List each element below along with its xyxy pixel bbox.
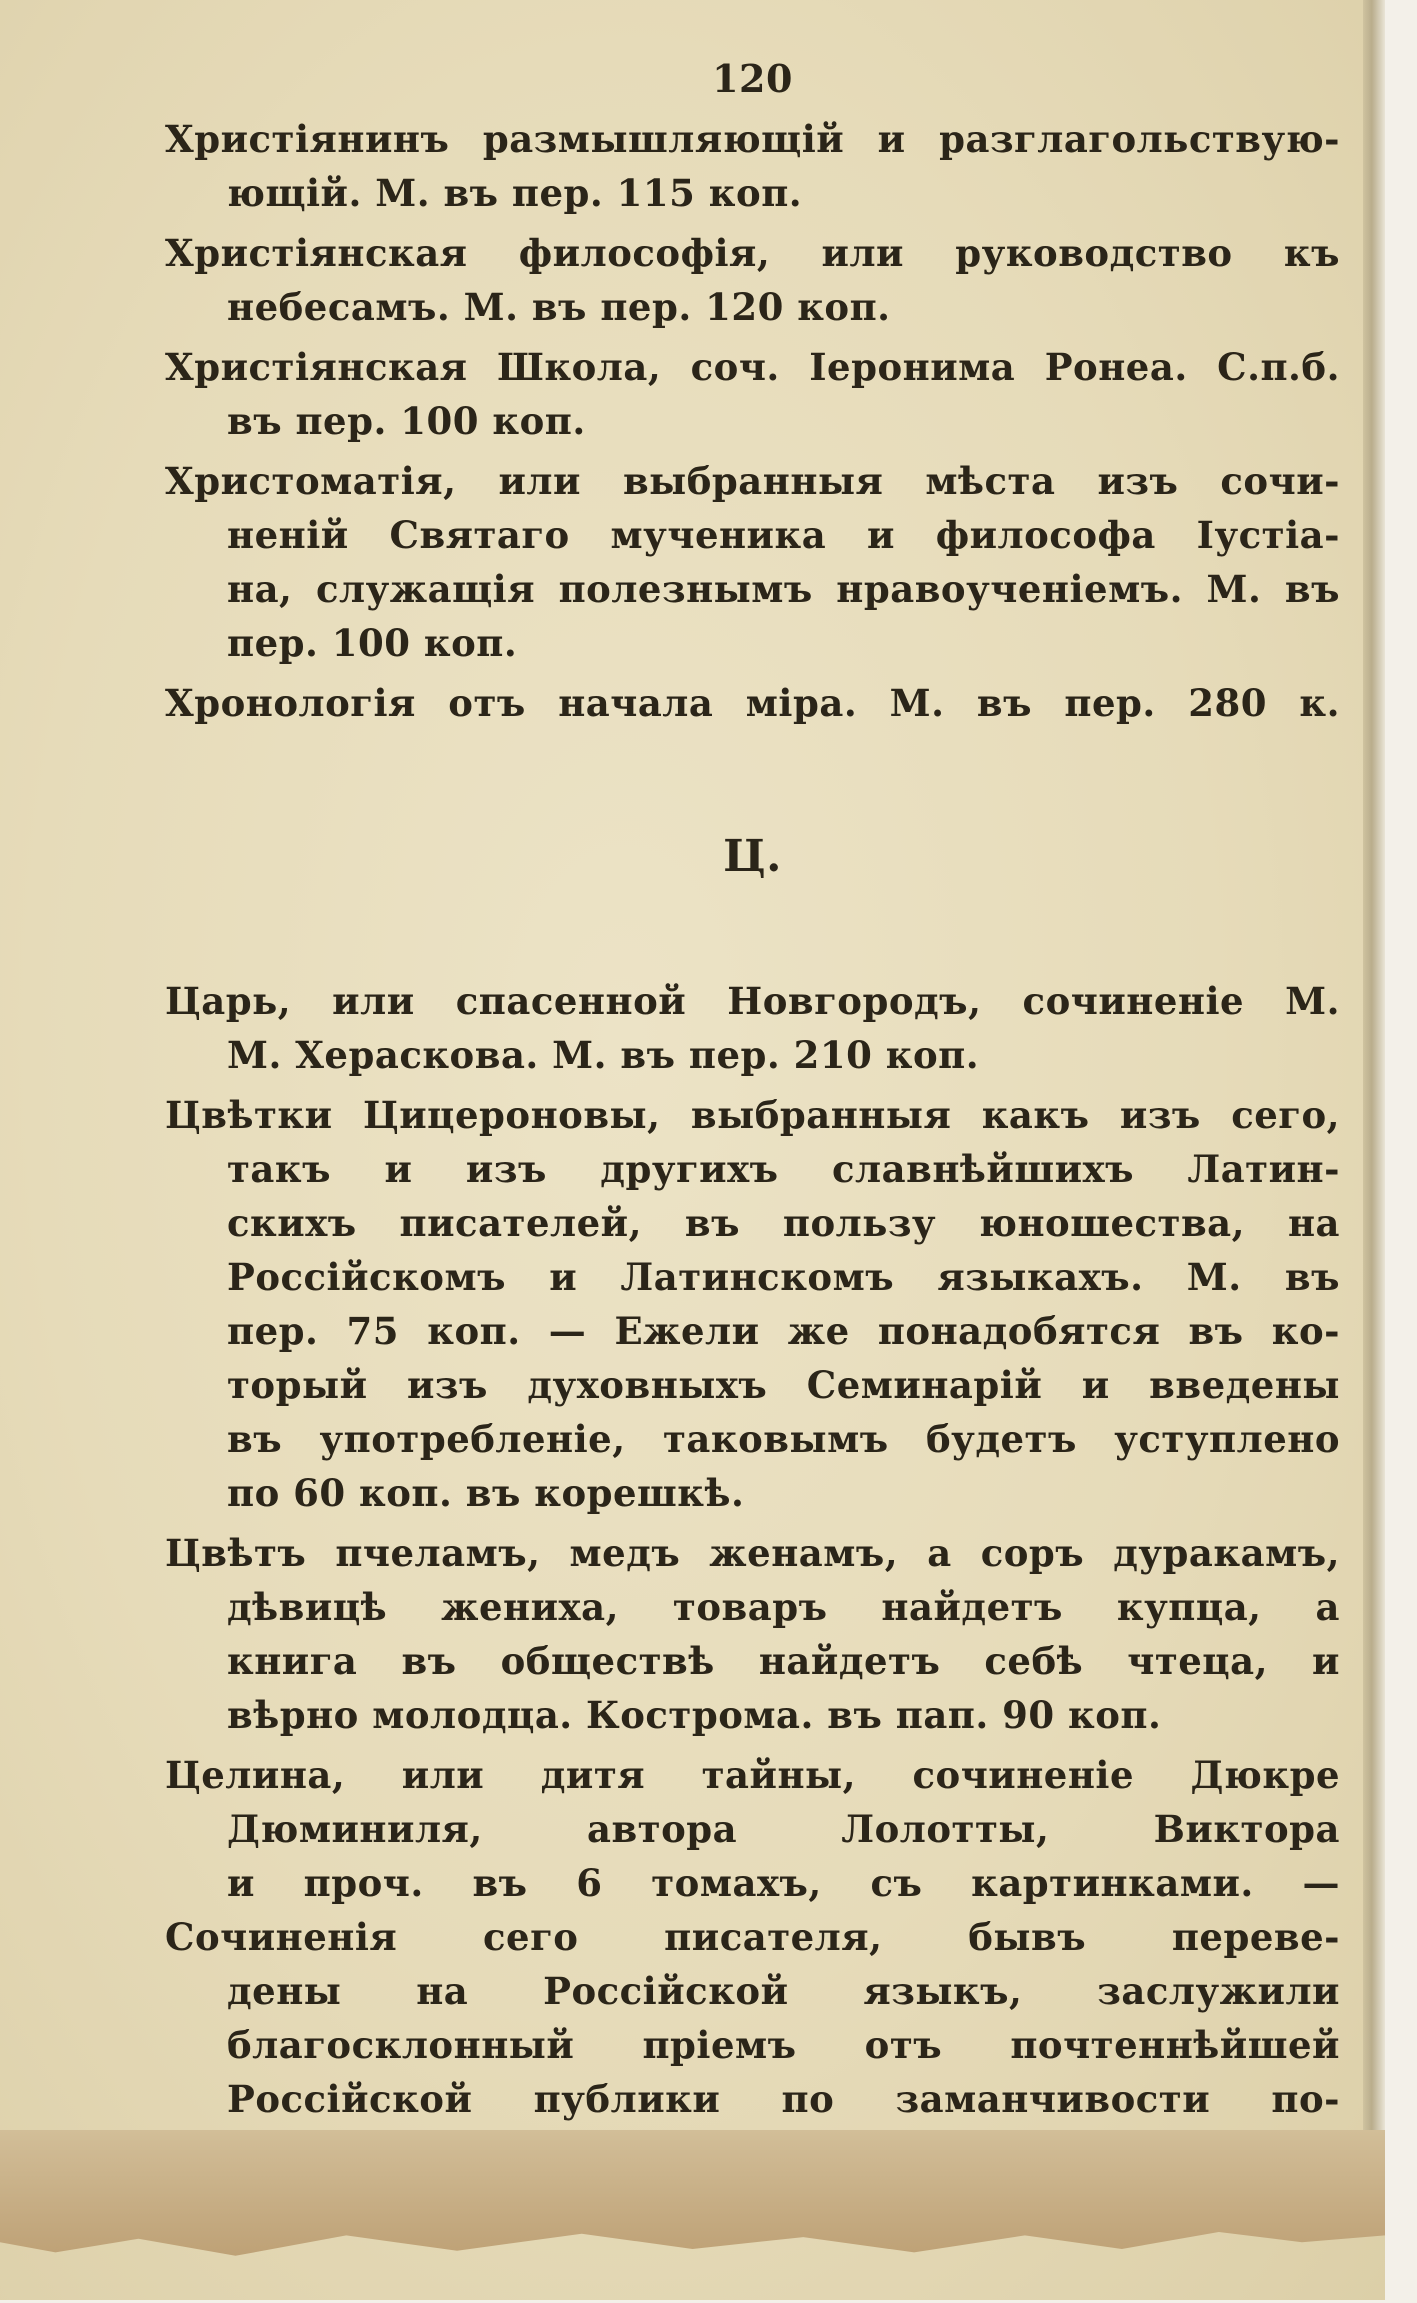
entry-line: ненiй Святаго мученика и философа Iустiа- — [227, 513, 1340, 557]
entries-section-kh — [165, 112, 1340, 730]
entry-line: Цвѣтки Цицероновы, выбранныя какъ изъ сего, — [165, 1093, 1340, 1137]
entry-line: Целина, или дитя тайны, сочиненiе Дюкре — [165, 1753, 1340, 1797]
entry-line: дѣвицѣ жениха, товаръ найдетъ купца, а — [227, 1585, 1340, 1629]
entry-line: дены на Россiйской языкъ, заслужили — [227, 1969, 1340, 2013]
entry-line: Цвѣтъ пчеламъ, медъ женамъ, а соръ дуракамъ, — [165, 1531, 1340, 1575]
entry-line: въ употребленiе, таковымъ будетъ уступлено — [227, 1417, 1340, 1461]
entry-line: пер. 100 коп. — [227, 621, 518, 665]
entry-line: Христiянская философiя, или руководство къ — [165, 231, 1340, 275]
entry-line: Царь, или спасенной Новгородъ, сочиненiе М. — [165, 979, 1340, 1023]
entry-line: ющiй. М. въ пер. 115 коп. — [227, 171, 803, 215]
entry-line: Россiйскомъ и Латинскомъ языкахъ. М. въ — [227, 1255, 1340, 1299]
page-text — [165, 52, 1340, 2240]
entry-line: Россiйской публики по заманчивости по- — [227, 2077, 1340, 2121]
catalog-entry — [165, 974, 1340, 1082]
entries-section-ts — [165, 974, 1340, 2234]
entry-line: благосклонный прiемъ отъ почтеннѣйшей — [227, 2023, 1340, 2067]
entry-line: Хронологiя отъ начала мiра. М. въ пер. 280 к. — [165, 681, 1340, 725]
section-heading: Ц. — [723, 831, 782, 882]
catalog-entry — [165, 226, 1340, 334]
entry-line: пер. 75 коп. — Ежели же понадобятся въ ко- — [227, 1309, 1340, 1353]
entry-line: Христiянская Школа, соч. Iеронима Ронеа. С.п.б. — [165, 345, 1340, 389]
entry-line: на, служащiя полезнымъ нравоученiемъ. М. въ — [227, 567, 1340, 611]
entry-line: М. Хераскова. М. въ пер. 210 коп. — [227, 1033, 980, 1077]
page-number: 120 — [712, 56, 793, 101]
entry-line: по 60 коп. въ корешкѣ. — [227, 1471, 745, 1515]
entry-line: Дюминиля, автора Лолотты, Виктора — [227, 1807, 1340, 1851]
entry-line: вѣрно молодца. Кострома. въ пап. 90 коп. — [227, 1693, 1162, 1737]
entry-line: книга въ обществѣ найдетъ себѣ чтеца, и — [227, 1639, 1340, 1683]
catalog-entry — [165, 454, 1340, 670]
entry-line: и проч. въ 6 томахъ, съ картинками. — — [227, 1861, 1340, 1905]
entry-line: небесамъ. М. въ пер. 120 коп. — [227, 285, 891, 329]
page-edge — [1363, 0, 1385, 2170]
catalog-entry — [165, 1526, 1340, 1742]
entry-line: въ пер. 100 коп. — [227, 399, 586, 443]
entry-line: такъ и изъ другихъ славнѣйшихъ Латин- — [227, 1147, 1340, 1191]
torn-paper-edge — [0, 2130, 1385, 2300]
entry-line: Христiянинъ размышляющiй и разглагольствую- — [165, 117, 1340, 161]
entry-line: скихъ писателей, въ пользу юношества, на — [227, 1201, 1340, 1245]
catalog-entry — [165, 1088, 1340, 1520]
catalog-entry — [165, 112, 1340, 220]
entry-line: Христоматiя, или выбранныя мѣста изъ сочи- — [165, 459, 1340, 503]
catalog-entry — [165, 676, 1340, 730]
catalog-entry — [165, 340, 1340, 448]
entry-line: торый изъ духовныхъ Семинарiй и введены — [227, 1363, 1340, 1407]
entry-line: Сочиненiя сего писателя, бывъ переве- — [165, 1915, 1340, 1959]
